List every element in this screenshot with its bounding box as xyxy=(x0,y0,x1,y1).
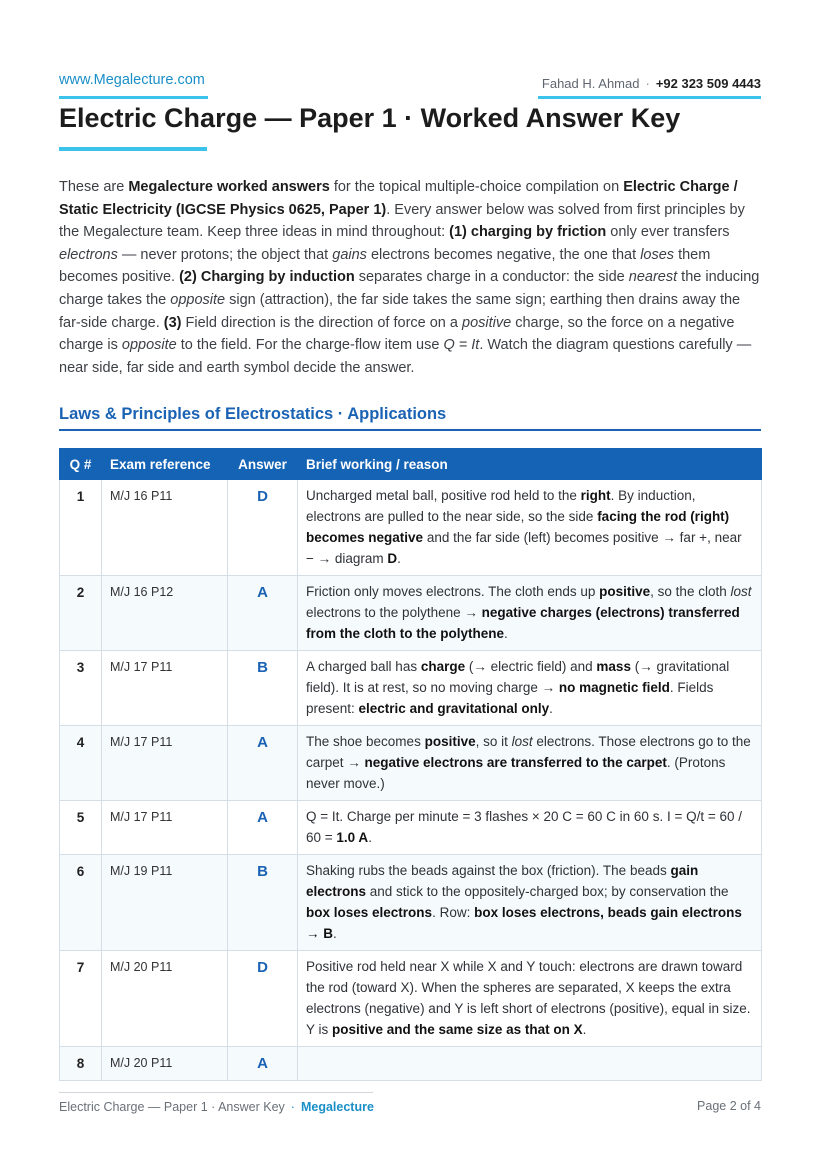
table-row xyxy=(60,1047,762,1081)
reason-bold: D xyxy=(387,551,398,566)
table-row xyxy=(60,480,762,576)
intro-text: separates charge in a conductor: the side xyxy=(354,269,629,286)
reason-bold: gain electrons xyxy=(306,863,699,899)
reason-text: . xyxy=(549,701,553,716)
question-number: 1 xyxy=(60,480,102,576)
reason-text: Positive rod held near X while X and Y touch: electrons are drawn toward the rod (toward X). When the spheres are separated, X keeps the extra electrons (negative) and Y is left short of electrons (positive), equal in size. Y is xyxy=(306,959,751,1037)
footer-document-label xyxy=(59,1100,374,1114)
intro-italic: gains xyxy=(332,246,367,263)
exam-reference: M/J 16 P11 xyxy=(102,480,228,576)
reason-cell xyxy=(298,1047,762,1081)
exam-reference: M/J 17 P11 xyxy=(102,651,228,726)
reason-cell xyxy=(298,801,762,855)
intro-italic: opposite xyxy=(121,337,177,354)
table-row xyxy=(60,951,762,1047)
reason-bold: no magnetic field xyxy=(558,680,670,695)
exam-reference: M/J 17 P11 xyxy=(102,726,228,801)
reason-bold: right xyxy=(580,488,611,503)
intro-italic: Q = It xyxy=(443,337,480,354)
author-name: Fahad H. Ahmad xyxy=(541,76,640,91)
intro-text: These are xyxy=(59,179,129,195)
exam-reference: M/J 16 P12 xyxy=(102,576,228,651)
question-number: 4 xyxy=(60,726,102,801)
reason-text: , so it xyxy=(475,734,512,749)
exam-reference: M/J 19 P11 xyxy=(102,855,228,951)
intro-text: only ever transfers xyxy=(606,224,730,241)
reason-bold: negative charges (electrons) transferred from the cloth to the polythene xyxy=(306,605,740,641)
reason-text: Shaking rubs the beads against the box (friction). The beads xyxy=(306,863,671,878)
intro-text: electrons becomes negative, the one that xyxy=(366,246,641,263)
reason-text: , so the cloth xyxy=(650,584,731,599)
reason-cell xyxy=(298,855,762,951)
reason-text: . xyxy=(397,551,401,566)
intro-bold: Megalecture worked answers xyxy=(128,179,330,195)
reason-bold: facing the rod (right) becomes negative xyxy=(306,509,730,545)
reason-bold: positive and the same size as that on X xyxy=(332,1022,583,1037)
reason-text: Q = It. Charge per minute = 3 flashes × 20 C = 60 C in 60 s. I = Q/t = 60 / 60 = xyxy=(306,809,742,845)
reason-bold: negative electrons are transferred to the carpet xyxy=(364,755,667,770)
intro-text: Field direction is the direction of force on a xyxy=(181,314,462,331)
column-header-answer: Answer xyxy=(228,449,298,480)
reason-text: . By induction, electrons are pulled to the near side, so the side xyxy=(306,488,696,524)
reason-text: . xyxy=(582,1022,587,1037)
reason-bold: positive xyxy=(599,584,651,599)
reason-text: (→ electric field) and xyxy=(465,659,597,674)
exam-reference: M/J 20 P11 xyxy=(102,1047,228,1081)
question-number: 3 xyxy=(60,651,102,726)
intro-bold: (2) Charging by induction xyxy=(179,269,355,286)
answer-letter: D xyxy=(228,480,298,576)
section-heading: Laws & Principles of Electrostatics · Applications xyxy=(59,405,447,423)
answer-letter: A xyxy=(228,726,298,801)
intro-italic: opposite xyxy=(170,291,226,308)
answer-letter: B xyxy=(228,651,298,726)
reason-text: electrons to the polythene → xyxy=(306,605,482,620)
exam-reference: M/J 17 P11 xyxy=(102,801,228,855)
reason-text: . xyxy=(333,926,337,941)
reason-text: (→ gravitational field). It is at rest, so no moving charge → xyxy=(306,659,730,695)
reason-text: . xyxy=(504,626,508,641)
exam-reference: M/J 20 P11 xyxy=(102,951,228,1047)
answer-letter: B xyxy=(228,855,298,951)
intro-paragraph xyxy=(59,176,763,379)
reason-italic: lost xyxy=(511,734,533,749)
site-link[interactable]: www.Megalecture.com xyxy=(59,72,205,88)
author-separator: · xyxy=(645,76,650,91)
answer-letter: A xyxy=(228,1047,298,1081)
intro-bold: (1) charging by friction xyxy=(449,224,607,241)
intro-text: charge, so the force on a negative charge is xyxy=(59,314,735,354)
answer-table xyxy=(59,448,762,1081)
footer-brand: Megalecture xyxy=(300,1100,374,1114)
intro-text: . Watch the diagram questions carefully — near side, far side and earth symbol decide the answer. xyxy=(59,337,752,376)
reason-text: . Row: xyxy=(432,905,475,920)
intro-text: to the field. For the charge-flow item use xyxy=(176,337,444,354)
reason-bold: charge xyxy=(420,659,466,674)
question-number: 8 xyxy=(60,1047,102,1081)
answer-letter: A xyxy=(228,801,298,855)
reason-cell xyxy=(298,651,762,726)
reason-cell xyxy=(298,951,762,1047)
footer-separator: · xyxy=(290,1100,295,1114)
question-number: 5 xyxy=(60,801,102,855)
intro-text: them becomes positive. xyxy=(59,246,711,286)
reason-text: . Fields present: xyxy=(306,680,714,716)
answer-letter: D xyxy=(228,951,298,1047)
reason-bold: 1.0 A xyxy=(336,830,369,845)
reason-cell xyxy=(298,480,762,576)
reason-bold: positive xyxy=(424,734,476,749)
reason-bold: mass xyxy=(596,659,631,674)
footer-doc-title: Electric Charge — Paper 1 · Answer Key xyxy=(59,1100,285,1114)
author-underline xyxy=(538,96,761,99)
author-phone: +92 323 509 4443 xyxy=(655,76,761,91)
column-header-ref: Exam reference xyxy=(102,449,228,480)
reason-text: The shoe becomes xyxy=(306,734,425,749)
reason-text: Friction only moves electrons. The cloth ends up xyxy=(306,584,600,599)
reason-text: and the far side (left) becomes positive → far +, near − → diagram xyxy=(306,530,742,566)
table-row xyxy=(60,855,762,951)
reason-bold: box loses electrons xyxy=(306,905,433,920)
section-rule xyxy=(59,429,761,431)
author-contact xyxy=(542,76,761,91)
question-number: 7 xyxy=(60,951,102,1047)
intro-text: the inducing charge takes the xyxy=(59,269,760,308)
site-link-underline xyxy=(59,96,208,99)
page-title: Electric Charge — Paper 1 · Worked Answer Key xyxy=(59,103,681,133)
reason-text: and stick to the oppositely-charged box; by conservation the xyxy=(366,884,729,899)
reason-text: Uncharged metal ball, positive rod held to the xyxy=(306,488,581,503)
title-underline xyxy=(59,147,207,151)
page-number: Page 2 of 4 xyxy=(697,1099,761,1113)
intro-bold: Electric Charge / Static Electricity (IGCSE Physics 0625, Paper 1) xyxy=(59,179,738,218)
reason-text: . (Protons never move.) xyxy=(306,755,726,791)
table-row xyxy=(60,651,762,726)
intro-text: . Every answer below was solved from first principles by the Megalecture team. Keep three ideas in mind throughout: xyxy=(59,201,745,241)
reason-text: . xyxy=(368,830,372,845)
column-header-q: Q # xyxy=(60,449,102,480)
intro-italic: positive xyxy=(462,314,512,331)
intro-text: sign (attraction), the far side takes the same sign; earthing then drains away the far-side charge. xyxy=(59,291,741,331)
intro-italic: nearest xyxy=(628,269,678,286)
reason-bold: box loses electrons, beads gain electrons → B xyxy=(306,905,742,941)
intro-text: — never protons; the object that xyxy=(117,246,333,263)
table-row xyxy=(60,726,762,801)
intro-italic: electrons xyxy=(59,246,118,263)
question-number: 2 xyxy=(60,576,102,651)
answer-letter: A xyxy=(228,576,298,651)
reason-text: electrons. Those electrons go to the carpet → xyxy=(306,734,751,770)
table-row xyxy=(60,801,762,855)
reason-cell xyxy=(298,726,762,801)
reason-italic: lost xyxy=(730,584,752,599)
reason-cell xyxy=(298,576,762,651)
intro-bold: (3) xyxy=(163,314,182,331)
intro-text: for the topical multiple-choice compilation on xyxy=(329,179,624,195)
question-number: 6 xyxy=(60,855,102,951)
reason-text: A charged ball has xyxy=(306,659,421,674)
table-header-row xyxy=(60,449,762,480)
reason-bold: electric and gravitational only xyxy=(358,701,550,716)
column-header-reason: Brief working / reason xyxy=(298,449,762,480)
table-row xyxy=(60,576,762,651)
intro-italic: loses xyxy=(640,246,675,263)
footer-rule xyxy=(59,1092,373,1093)
